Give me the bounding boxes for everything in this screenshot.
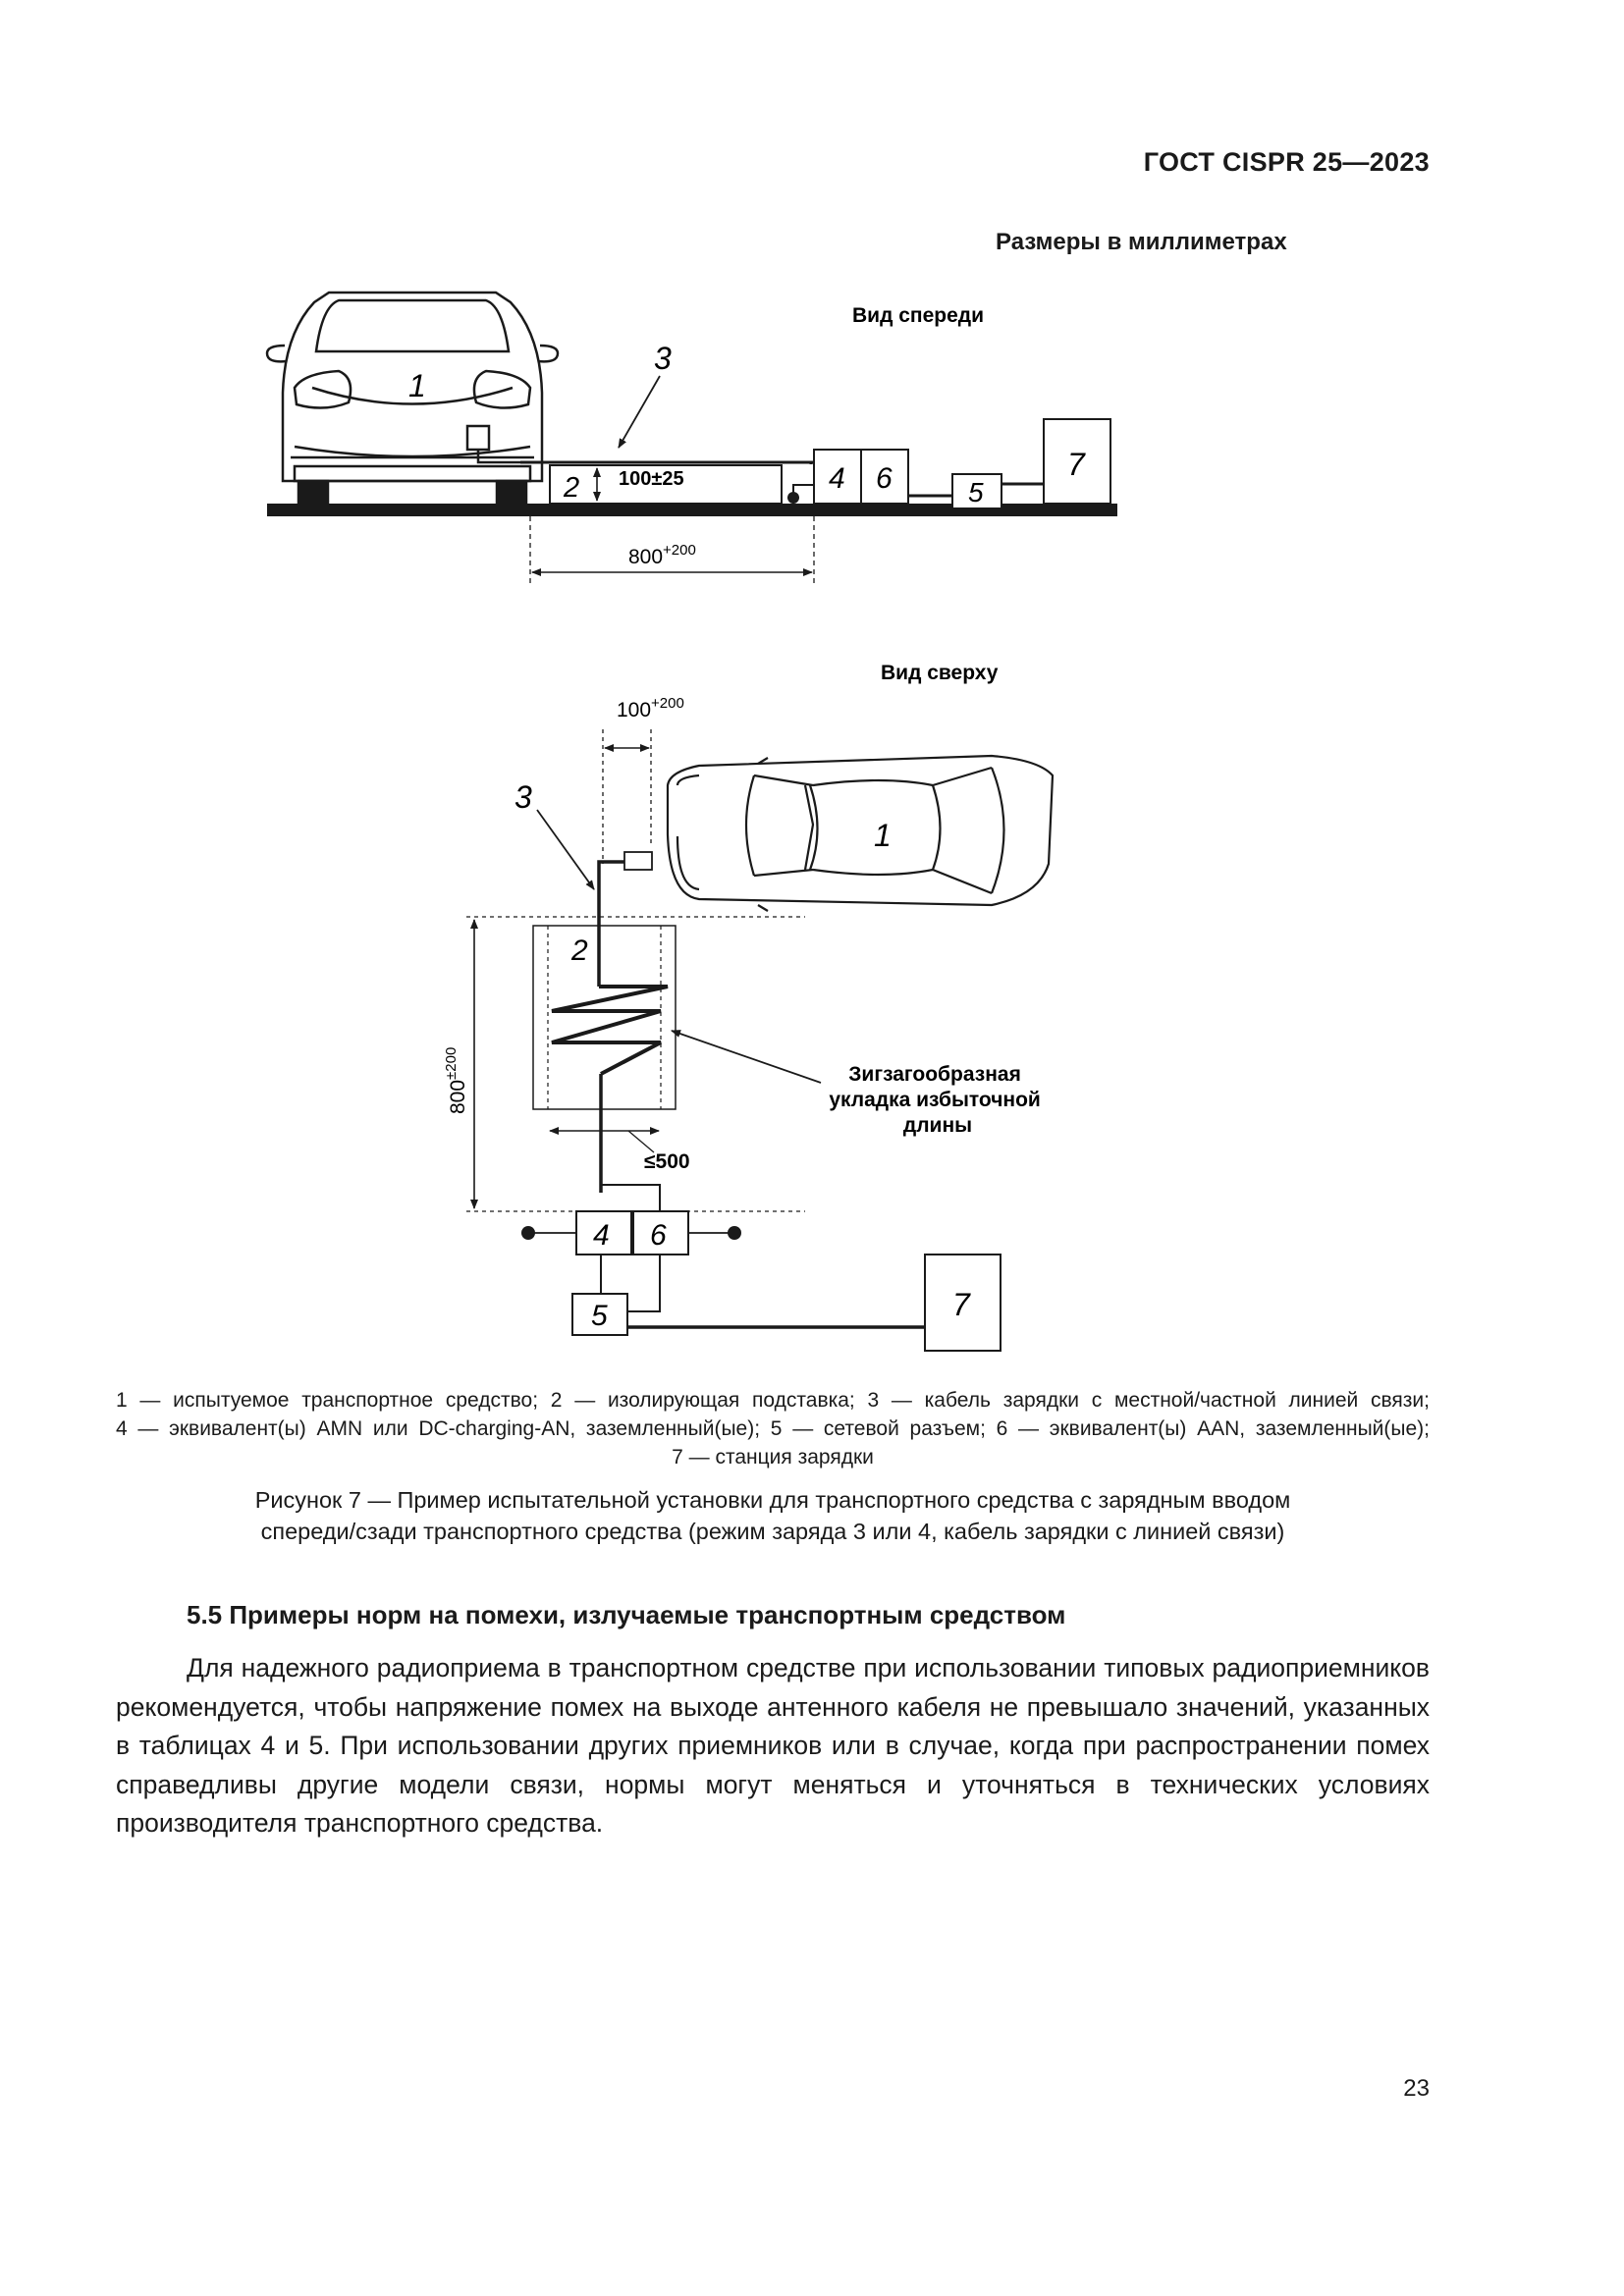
caption-line-1: Рисунок 7 — Пример испытательной установки для транспортного средства с зарядным вводом: [254, 1487, 1291, 1513]
top-label-4: 4: [593, 1219, 610, 1252]
top-zigzag-note-line2: укладка избыточной: [829, 1089, 1041, 1111]
section-title: 5.5 Примеры норм на помехи, излучаемые транспортным средством: [187, 1600, 1066, 1629]
top-view: [443, 662, 1053, 1351]
front-label-4: 4: [829, 462, 845, 495]
top-zigzag-note: [829, 1063, 1046, 1137]
document-code: ГОСТ CISPR 25—2023: [1143, 147, 1430, 177]
page-number: 23: [1403, 2075, 1430, 2102]
front-cable-pointer: [619, 376, 660, 448]
top-zigzag-pointer: [672, 1031, 821, 1083]
front-label-5: 5: [968, 477, 984, 507]
top-label-2: 2: [571, 934, 588, 967]
front-ground-point: [787, 492, 799, 504]
units-note: Размеры в миллиметрах: [996, 229, 1287, 255]
top-label-5: 5: [591, 1300, 608, 1332]
front-label-6: 6: [876, 462, 893, 495]
section-paragraph: Для надежного радиоприема в транспортном средстве при использовании типовых радиоприемников рекомендуется, чтобы напряжение помех на выходе антенного кабеля не превышало значений, указанных в таблицах 4 и 5. При использовании других приемников или в случае, когда при распространении помех справедливы другие модели связи, нормы могут меняться и уточняться в технических условиях производителя транспортного средства.: [116, 1653, 1430, 1838]
top-gap-dim-tol: +200: [651, 695, 684, 712]
top-length-dim-value: [443, 1047, 469, 1114]
top-ground-point-left: [521, 1226, 535, 1240]
top-charging-inlet: [624, 852, 652, 870]
top-insulating-support: [533, 926, 676, 1109]
legend-line-3: 7 — станция зарядки: [672, 1446, 874, 1468]
legend-line-2: 4 — эквивалент(ы) AMN или DC-charging-AN, заземленный(ые); 5 — сетевой разъем; 6 — эквивалент(ы) AAN, заземленный(ые);: [116, 1417, 1430, 1440]
top-length-dim-tol: ±200: [443, 1046, 460, 1080]
top-view-title: Вид сверху: [881, 662, 999, 684]
front-length-dim-tol: +200: [663, 542, 696, 559]
front-label-3: 3: [654, 341, 672, 376]
caption-line-2: спереди/сзади транспортного средства (режим заряда 3 или 4, кабель зарядки с линией связи): [260, 1519, 1285, 1544]
figure-caption: [116, 1484, 1430, 1547]
front-length-dim-value: [628, 542, 696, 568]
top-label-6: 6: [650, 1219, 667, 1252]
front-label-1: 1: [408, 368, 426, 403]
vehicle-top-drawing: [668, 756, 1053, 911]
top-zigzag-cable: [552, 987, 668, 1074]
top-gap-dim-base: 100: [617, 699, 652, 721]
top-length-dim-base: 800: [447, 1079, 469, 1114]
top-ground-point-right: [728, 1226, 741, 1240]
front-view-title: Вид спереди: [852, 304, 985, 327]
front-label-2: 2: [564, 472, 580, 504]
front-length-dim-base: 800: [628, 546, 664, 568]
top-label-7: 7: [952, 1287, 970, 1322]
top-cable-loop-6: [601, 1185, 660, 1211]
front-height-dim-value: 100±25: [619, 468, 684, 490]
top-width-dim-leader: [628, 1131, 654, 1152]
top-gap-dim-value: [617, 695, 684, 721]
top-label-3: 3: [514, 779, 532, 815]
top-zigzag-note-line3: длины: [902, 1114, 973, 1137]
top-label-1: 1: [874, 818, 892, 853]
top-cable-pointer: [537, 810, 594, 889]
front-cable: [520, 462, 815, 464]
top-zigzag-note-line1: Зигзагообразная: [848, 1063, 1021, 1086]
legend-line-1: 1 — испытуемое транспортное средство; 2 — изолирующая подставка; 3 — кабель зарядки с местной/частной линией связи;: [116, 1389, 1430, 1412]
front-label-7: 7: [1067, 447, 1085, 482]
front-view: [267, 293, 1117, 587]
top-width-dim-value: ≤500: [644, 1150, 690, 1173]
figure-legend: [116, 1386, 1430, 1471]
